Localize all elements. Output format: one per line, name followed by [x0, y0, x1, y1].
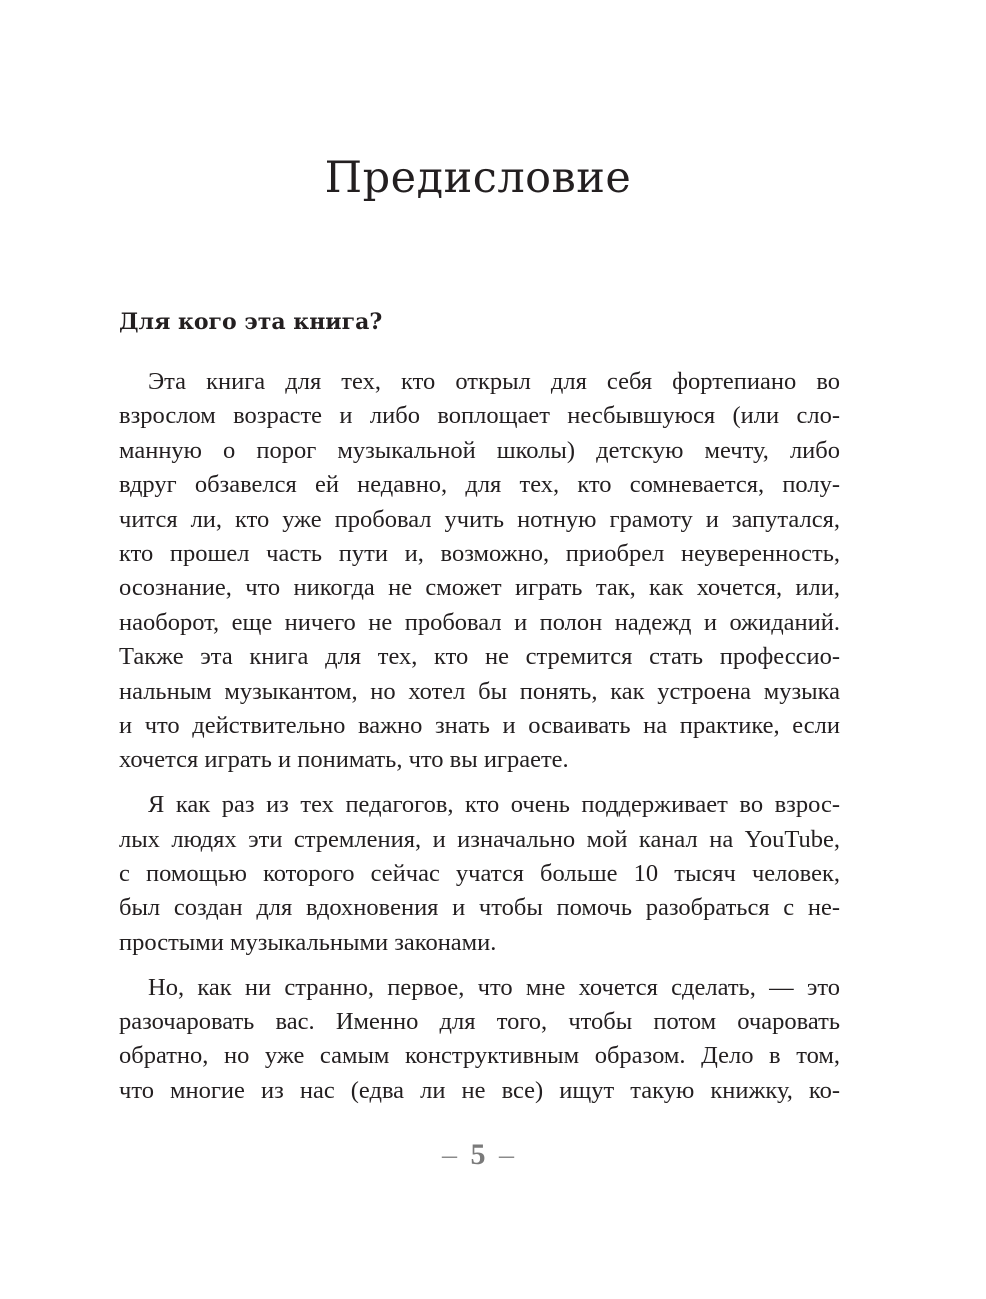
page-number-value: 5: [470, 1138, 486, 1171]
text-line: был создан для вдохновения и чтобы помочь разобраться с не-: [119, 894, 840, 922]
text-line: чится ли, кто уже пробовал учить нотную грамоту и запутался,: [119, 505, 840, 533]
text-line: простыми музыкальными законами.: [119, 928, 497, 956]
paragraph-gap: [119, 960, 840, 971]
paragraph-gap: [119, 778, 840, 789]
page-number-left-dash: –: [442, 1138, 457, 1171]
text-line: Но, как ни странно, первое, что мне хочется сделать, — это: [148, 973, 840, 1001]
text-line: осознание, что никогда не сможет играть так, как хочется, или,: [119, 574, 840, 602]
text-line: что многие из нас (едва ли не все) ищут такую книжку, ко-: [119, 1076, 840, 1104]
text-line: Я как раз из тех педагогов, кто очень поддерживает во взрос-: [148, 791, 840, 819]
text-line: с помощью которого сейчас учатся больше 10 тысяч человек,: [119, 859, 840, 887]
text-line: вдруг обзавелся ей недавно, для тех, кто сомневается, полу-: [119, 471, 840, 499]
text-line: и что действительно важно знать и осваивать на практике, если: [119, 711, 840, 739]
text-line: наоборот, еще ничего не пробовал и полон надежд и ожиданий.: [119, 608, 840, 636]
text-line: Также эта книга для тех, кто не стремится стать профессио-: [119, 643, 840, 671]
text-line: кто прошел часть пути и, возможно, приобрел неуверенность,: [119, 539, 840, 567]
text-line: разочаровать вас. Именно для того, чтобы потом очаровать: [119, 1008, 840, 1036]
text-line: обратно, но уже самым конструктивным образом. Дело в том,: [119, 1042, 840, 1070]
paragraph: [119, 971, 840, 1109]
text-line: хочется играть и понимать, что вы играете.: [119, 746, 569, 774]
page-number: [0, 1135, 956, 1175]
text-line: Эта книга для тех, кто открыл для себя фортепиано во: [148, 368, 840, 395]
paragraph: [119, 788, 840, 960]
text-line: взрослом возрасте и либо воплощает несбывшуюся (или сло-: [119, 402, 840, 430]
text-line: манную о порог музыкальной школы) детскую мечту, либо: [119, 436, 840, 464]
section-heading: Для кого эта книга?: [119, 309, 383, 335]
chapter-title: Предисловие: [324, 153, 632, 203]
paragraph: [119, 365, 840, 778]
text-line: нальным музыкантом, но хотел бы понять, как устроена музыка: [119, 677, 840, 705]
page-number-right-dash: –: [499, 1138, 514, 1171]
body-text: [119, 365, 840, 1108]
text-line: лых людях эти стремления, и изначально мой канал на YouTube,: [119, 825, 840, 853]
